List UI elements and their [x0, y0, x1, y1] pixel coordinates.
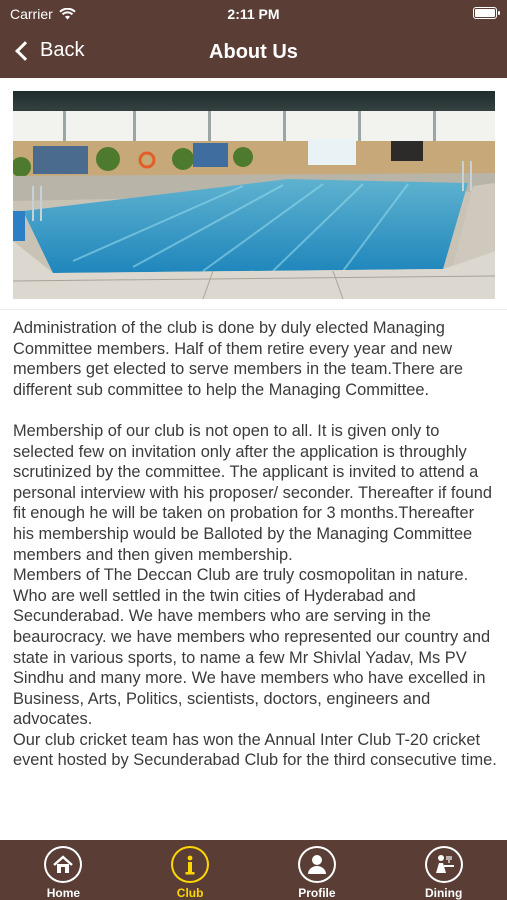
tab-profile[interactable]	[254, 840, 381, 900]
about-text	[13, 318, 497, 771]
tab-home-label: Home	[46, 886, 81, 900]
paragraph-administration: Administration of the club is done by duly elected Managing Committee members. Half of them retire every year and new members get elected to serve members in the team.There are different sub committee to help the Managing Committee.	[13, 319, 468, 399]
battery-icon	[473, 7, 497, 19]
tab-dining-label: Dining	[424, 886, 463, 900]
navigation-bar	[0, 28, 507, 78]
paragraph-cricket: Our club cricket team has won the Annual Inter Club T-20 cricket event hosted by Secunderabad Club for the third consecutive time.	[13, 730, 497, 770]
about-content[interactable]	[0, 78, 507, 840]
divider	[0, 309, 507, 310]
profile-icon	[298, 846, 336, 883]
tab-dining[interactable]	[380, 840, 507, 900]
status-bar	[0, 0, 507, 28]
tab-home[interactable]	[0, 840, 127, 900]
info-icon	[171, 846, 209, 883]
home-icon	[44, 846, 82, 883]
tab-bar	[0, 840, 507, 900]
paragraph-membership: Membership of our club is not open to all. It is given only to selected few on invitation only after the application is throughly scrutinized by the committee. The applicant is invited to attend a personal interview with his proposer/ seconder. Thereafter if found fit enough he will be taken on probation for 3 months.Thereafter his membership would be Balloted by the Managing Committee members and then given membership.	[13, 421, 497, 564]
page-title: About Us	[209, 41, 298, 63]
back-label: Back	[40, 39, 85, 61]
status-time: 2:11 PM	[227, 6, 280, 22]
tab-club[interactable]	[127, 840, 254, 900]
swimming-pool-photo	[13, 91, 495, 299]
dining-icon	[425, 846, 463, 883]
tab-club-label: Club	[176, 886, 204, 900]
carrier-label: Carrier	[10, 6, 53, 22]
paragraph-members: Members of The Deccan Club are truly cosmopolitan in nature. Who are well settled in the twin cities of Hyderabad and Secunderabad. We have members who are serving in the beaurocracy. we have members who represented our country and state in various sports, to name a few Mr Shivlal Yadav, Ms PV Sindhu and many more. We have members who have excelled in Business, Arts, Politics, scientists, doctors, engineers and advocates.	[13, 566, 495, 729]
tab-profile-label: Profile	[298, 886, 336, 900]
